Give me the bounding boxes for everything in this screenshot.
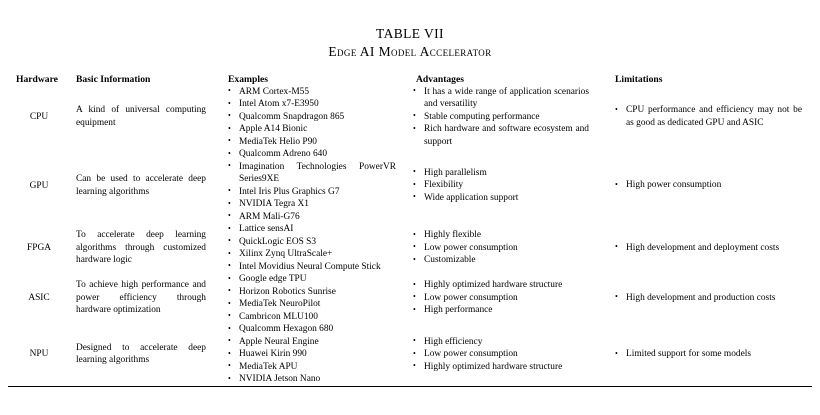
list-item: • High parallelism (413, 167, 589, 180)
table-container (8, 74, 812, 387)
list-item: • Limited support for some models (615, 348, 802, 361)
list-item: • Qualcomm Adreno 640 (228, 148, 396, 161)
list-item: • Lattice sensAI (228, 223, 396, 236)
advantages-list (408, 86, 607, 149)
list-item: • Horizon Robotics Sunrise (228, 286, 396, 299)
table-row (8, 223, 812, 273)
list-item: • It has a wide range of application scenarios and versatility (413, 86, 589, 111)
table-body (8, 86, 812, 387)
advantages-list (408, 279, 607, 317)
cell-hardware: GPU (29, 180, 49, 191)
table-row (8, 323, 812, 386)
list-item: • Qualcomm Hexagon 680 (228, 323, 396, 336)
cell-advantages (408, 148, 607, 223)
cell-limitations (607, 223, 812, 273)
limitations-list (607, 179, 812, 192)
list-item: • Wide application support (413, 192, 589, 205)
header-row (8, 74, 812, 86)
cell-examples (222, 273, 408, 323)
cell-hardware: NPU (8, 323, 70, 386)
list-item: • High development and production costs (615, 292, 802, 305)
list-item: • Intel Atom x7-E3950 (228, 98, 396, 111)
list-item: • High development and deployment costs (615, 242, 802, 255)
cell-limitations (607, 86, 812, 149)
column-header-limitations: Limitations (615, 73, 663, 85)
list-item: • MediaTek APU (228, 361, 396, 374)
cell-advantages (408, 273, 607, 323)
list-item: • Intel Movidius Neural Compute Stick (228, 261, 396, 274)
table-row (8, 86, 812, 149)
list-item: • High performance (413, 304, 589, 317)
list-item: • High power consumption (615, 179, 802, 192)
list-item: • QuickLogic EOS S3 (228, 236, 396, 249)
list-item: • Qualcomm Snapdragon 865 (228, 111, 396, 124)
advantages-list (408, 167, 607, 205)
cell-basic-information: A kind of universal computing equipment (76, 105, 206, 128)
cell-examples (222, 148, 408, 223)
cell-advantages (408, 223, 607, 273)
list-item: • Low power consumption (413, 348, 589, 361)
list-item: • Intel Iris Plus Graphics G7 (228, 186, 396, 199)
cell-basic-information: Can be used to accelerate deep learning algorithms (76, 174, 206, 197)
list-item: • Low power consumption (413, 242, 589, 255)
examples-list (222, 86, 408, 149)
list-item: • Highly flexible (413, 229, 589, 242)
limitations-list (607, 104, 812, 129)
list-item: • NVIDIA Jetson Nano (228, 373, 396, 386)
table-caption (0, 0, 820, 61)
edge-ai-accelerator-table (8, 74, 812, 387)
cell-basic-information: To accelerate deep learning algorithms through customized hardware logic (76, 230, 206, 266)
limitations-list (607, 292, 812, 305)
limitations-list (607, 242, 812, 255)
list-item: • Stable computing performance (413, 111, 589, 124)
list-item: • Imagination Technologies PowerVR Series9XE (228, 161, 396, 186)
cell-hardware: CPU (29, 111, 49, 122)
list-item: • Rich hardware and software ecosystem and support (413, 123, 589, 148)
examples-list (222, 148, 408, 223)
examples-list (222, 273, 408, 323)
list-item: • Apple Neural Engine (228, 336, 396, 349)
cell-hardware: ASIC (28, 293, 50, 304)
column-header-examples: Examples (228, 73, 268, 85)
column-header-basic-information: Basic Information (76, 73, 151, 85)
cell-basic-information: Designed to accelerate deep learning algorithms (70, 323, 222, 386)
table-row (8, 148, 812, 223)
list-item: • NVIDIA Tegra X1 (228, 198, 396, 211)
cell-hardware: FPGA (27, 243, 51, 254)
column-header-advantages: Advantages (416, 73, 464, 85)
table-title: Edge AI Model Accelerator (328, 44, 492, 60)
list-item: • Flexibility (413, 179, 589, 192)
table-header (8, 74, 812, 86)
list-item: • ARM Cortex-M55 (228, 86, 396, 99)
list-item: • Google edge TPU (228, 273, 396, 286)
limitations-list (607, 348, 812, 361)
list-item: • ARM Mali-G76 (228, 211, 396, 224)
list-item: • MediaTek NeuroPilot (228, 298, 396, 311)
cell-examples (222, 223, 408, 273)
list-item: • High efficiency (413, 336, 589, 349)
list-item: • Low power consumption (413, 292, 589, 305)
list-item: • Cambricon MLU100 (228, 311, 396, 324)
cell-limitations (607, 273, 812, 323)
table-row (8, 273, 812, 323)
examples-list (222, 323, 408, 386)
cell-advantages (408, 86, 607, 149)
list-item: • Huawei Kirin 990 (228, 348, 396, 361)
advantages-list (408, 229, 607, 267)
examples-list (222, 223, 408, 273)
list-item: • MediaTek Helio P90 (228, 136, 396, 149)
advantages-list (408, 336, 607, 374)
table-number: TABLE VII (376, 26, 444, 41)
list-item: • Apple A14 Bionic (228, 123, 396, 136)
list-item: • Customizable (413, 254, 589, 267)
cell-examples (222, 323, 408, 386)
list-item: • CPU performance and efficiency may not be as good as dedicated GPU and ASIC (615, 104, 802, 129)
cell-advantages (408, 323, 607, 386)
column-header-hardware: Hardware (16, 73, 58, 85)
list-item: • Xilinx Zynq UltraScale+ (228, 248, 396, 261)
cell-examples (222, 86, 408, 149)
cell-basic-information: To achieve high performance and power efficiency through hardware optimization (76, 280, 206, 316)
cell-limitations (607, 323, 812, 386)
cell-limitations (607, 148, 812, 223)
list-item: • Highly optimized hardware structure (413, 361, 589, 374)
list-item: • Highly optimized hardware structure (413, 279, 589, 292)
